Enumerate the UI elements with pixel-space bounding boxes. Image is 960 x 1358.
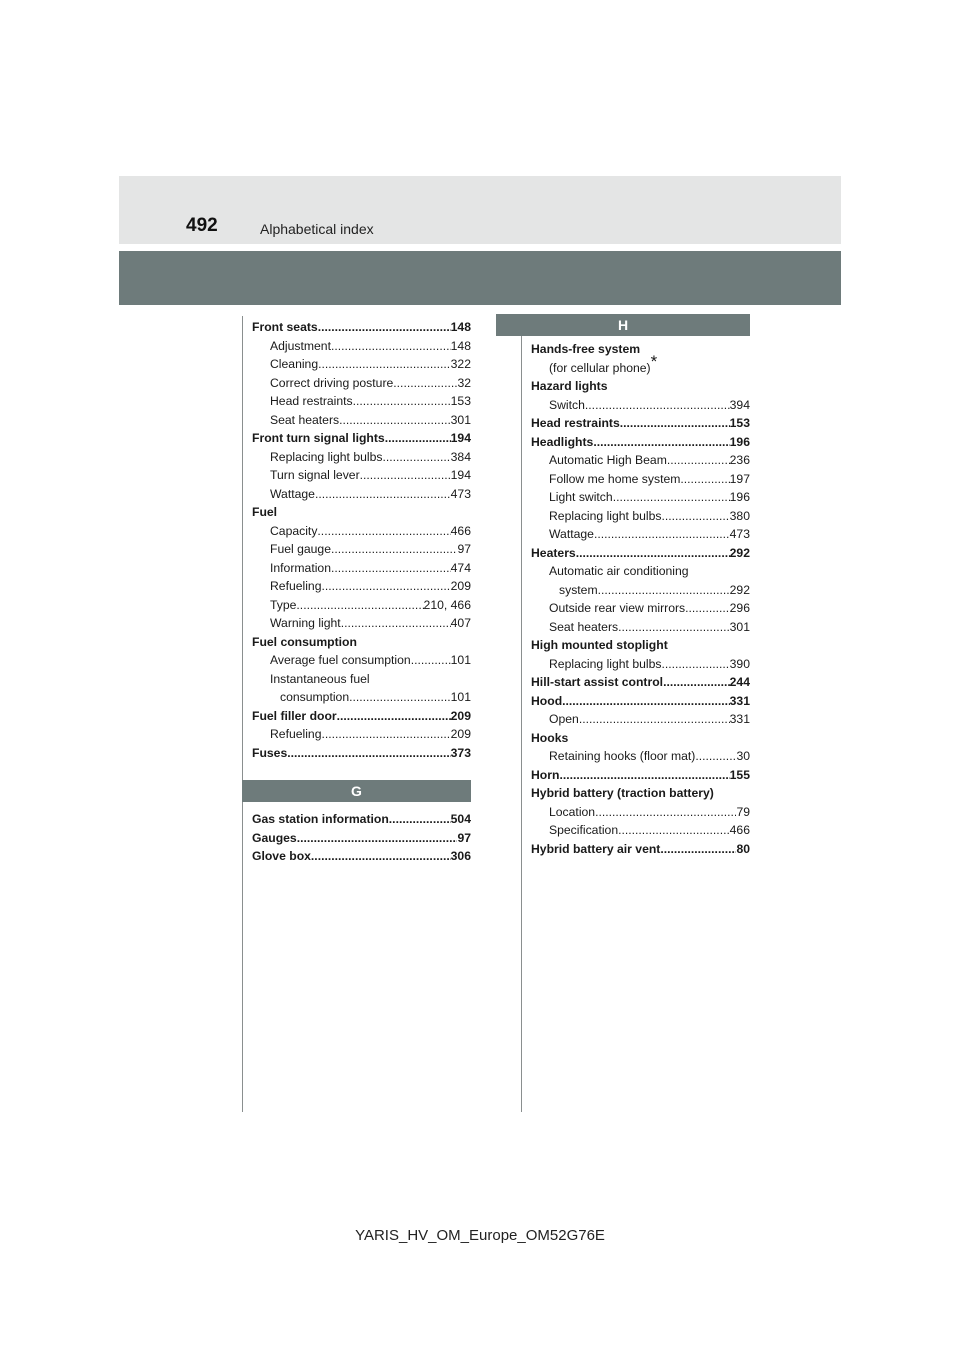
entry-label: Seat heaters [270,412,340,427]
entry-label: Hands-free system [531,342,641,356]
leader-dots [349,688,451,707]
entry-label: Headlights [531,434,594,449]
index-entry [252,337,471,356]
leader-dots [311,847,451,866]
entry-page: 473 [729,527,750,541]
index-entry [252,466,471,485]
entry-label: Automatic High Beam [549,453,667,467]
leader-dots [322,577,451,596]
index-entry [252,670,471,689]
leader-dots [296,596,423,615]
entry-page: 196 [729,490,750,504]
leader-dots [382,448,450,467]
footnote-marker: * [650,351,658,371]
index-entry [252,355,471,374]
section-title: Alphabetical index [260,221,374,237]
entry-label: consumption [280,690,350,704]
leader-dots [685,599,730,618]
entry-label: Information [270,560,331,575]
entry-page: 407 [450,616,471,630]
entry-label: Glove box [252,849,311,863]
entry-page: 80 [736,841,750,856]
index-entry [531,599,750,618]
leader-dots [613,488,730,507]
entry-label: Wattage [270,486,315,501]
index-entry [252,725,471,744]
entry-label: Hazard lights [531,379,608,393]
entry-page: 373 [450,745,471,760]
index-entry [531,562,750,581]
leader-dots [385,429,451,448]
section-band-g: G [242,780,471,802]
leader-dots [594,525,730,544]
entry-page: 296 [729,601,750,615]
entry-label: Replacing light bulbs [549,508,662,523]
entry-page: 244 [729,675,750,689]
entry-label: Seat heaters [549,619,619,634]
index-entry [252,522,471,541]
entry-label: High mounted stoplight [531,638,668,652]
index-column-g [252,810,471,866]
page-number: 492 [186,215,218,236]
entry-label: Hybrid battery (traction battery) [531,786,714,800]
entry-page: 209 [450,708,471,723]
entry-page: 384 [450,449,471,464]
entry-page: 153 [450,394,471,408]
leader-dots [661,655,729,674]
entry-label: Automatic air conditioning [549,564,689,578]
index-entry [531,488,750,507]
leader-dots [393,374,457,393]
entry-label: Retaining hooks (floor mat) [549,749,696,763]
entry-page: 30 [736,749,750,763]
index-column-f [252,318,471,762]
index-entry [531,525,750,544]
leader-dots [317,522,450,541]
entry-page: 236 [729,453,750,467]
index-entry [252,810,471,829]
index-entry [531,507,750,526]
entry-label: Hill-start assist control [531,675,664,689]
index-entry [252,744,471,763]
entry-label: Warning light [270,616,341,630]
index-entry [252,318,471,337]
entry-label: Gauges [252,830,297,845]
leader-dots [620,414,730,433]
leader-dots [331,337,451,356]
entry-page: 194 [450,468,471,482]
index-entry [252,847,471,866]
leader-dots [595,803,736,822]
leader-dots [353,392,451,411]
entry-label: Light switch [549,490,613,504]
leader-dots [315,485,451,504]
entry-label: Refueling [270,727,322,741]
entry-page: 210, 466 [423,597,471,612]
index-entry [531,766,750,785]
leader-dots [360,466,451,485]
entry-page: 97 [457,830,471,845]
entry-label: Turn signal lever [270,468,360,482]
index-entry [531,692,750,711]
section-band-h: H [496,314,750,336]
entry-label: Horn [531,767,560,782]
entry-page: 194 [450,431,471,445]
entry-page: 148 [450,338,471,353]
entry-label: Type [270,597,297,612]
entry-page: 466 [729,823,750,837]
index-entry [531,784,750,803]
index-entry [531,821,750,840]
entry-label: Refueling [270,579,322,593]
index-entry [531,710,750,729]
leader-dots [318,318,451,337]
entry-label: Instantaneous fuel [270,671,370,686]
entry-label: system [559,582,598,597]
index-entry [252,707,471,726]
index-entry [531,340,750,359]
index-entry [252,503,471,522]
entry-page: 474 [450,560,471,575]
index-entry [531,803,750,822]
entry-label: Replacing light bulbs [270,449,383,464]
entry-page: 209 [450,727,471,741]
index-entry [531,618,750,637]
entry-page: 322 [450,357,471,371]
entry-label: Wattage [549,527,594,541]
leader-dots [618,618,730,637]
entry-page: 101 [450,653,471,667]
entry-page: 331 [729,712,750,726]
index-entry [252,633,471,652]
column-divider-right [521,316,522,1112]
entry-label: Follow me home system [549,471,681,486]
entry-page: 306 [450,849,471,863]
index-entry [252,688,471,707]
leader-dots [331,540,457,559]
index-entry [252,448,471,467]
entry-label: Average fuel consumption [270,653,411,667]
index-entry [252,411,471,430]
entry-label: Cleaning [270,357,319,371]
index-entry [252,577,471,596]
leader-dots [337,707,451,726]
entry-page: 390 [729,656,750,671]
leader-dots [331,559,451,578]
entry-label: Hooks [531,730,569,745]
index-entry [252,829,471,848]
index-entry [252,392,471,411]
column-divider-left [242,316,243,1112]
entry-label: Fuses [252,745,288,760]
entry-label: Front seats [252,320,318,334]
index-entry [252,596,471,615]
leader-dots [667,451,730,470]
entry-page: 331 [729,693,750,708]
entry-label: Replacing light bulbs [549,656,662,671]
leader-dots [322,725,451,744]
entry-label: Outside rear view mirrors [549,601,686,615]
index-entry [531,351,750,378]
leader-dots [389,810,451,829]
leader-dots [585,396,730,415]
entry-label: Location [549,804,596,819]
leader-dots [593,433,729,452]
entry-page: 394 [729,397,750,412]
leader-dots [297,829,458,848]
entry-page: 473 [450,486,471,501]
entry-page: 32 [457,375,471,390]
index-entry [252,374,471,393]
entry-page: 466 [450,523,471,538]
entry-page: 197 [729,471,750,486]
index-entry [531,377,750,396]
index-entry [531,673,750,692]
index-entry [531,544,750,563]
entry-page: 292 [729,582,750,597]
entry-page: 153 [729,416,750,430]
entry-page: 504 [450,812,471,826]
leader-dots [576,544,730,563]
leader-dots [318,355,451,374]
entry-page: 301 [729,619,750,634]
leader-dots [287,744,450,763]
entry-page: 196 [729,434,750,449]
entry-page: 148 [450,320,471,334]
header-band-dark [119,251,841,305]
entry-page: 292 [729,545,750,560]
header-band-light [119,176,841,244]
index-entry [252,559,471,578]
entry-label: Capacity [270,523,318,538]
entry-label: Specification [549,823,619,837]
index-entry [252,651,471,670]
leader-dots [663,673,730,692]
entry-label: Fuel consumption [252,634,357,649]
index-entry [252,614,471,633]
entry-label: Fuel gauge [270,542,331,556]
entry-label: Hood [531,693,563,708]
entry-label: Gas station information [252,812,389,826]
entry-label: Front turn signal lights [252,431,385,445]
index-entry [531,396,750,415]
entry-label: Heaters [531,545,576,560]
entry-label: (for cellular phone) [549,360,651,375]
index-column-h [531,340,750,858]
entry-page: 380 [729,508,750,523]
index-entry [531,414,750,433]
leader-dots [695,747,736,766]
leader-dots [598,581,730,600]
index-entry [252,485,471,504]
index-entry [531,747,750,766]
leader-dots [579,710,730,729]
index-entry [531,581,750,600]
entry-page: 101 [450,690,471,704]
leader-dots [660,840,736,859]
index-entry [531,655,750,674]
entry-page: 155 [729,767,750,782]
leader-dots [411,651,451,670]
entry-label: Open [549,712,579,726]
entry-label: Fuel filler door [252,708,337,723]
leader-dots [562,692,730,711]
entry-page: 97 [457,542,471,556]
index-entry [531,729,750,748]
entry-page: 209 [450,579,471,593]
index-entry [531,451,750,470]
leader-dots [559,766,729,785]
index-entry [531,636,750,655]
index-entry [531,470,750,489]
leader-dots [341,614,451,633]
entry-label: Fuel [252,505,278,519]
entry-label: Head restraints [270,394,353,408]
leader-dots [618,821,730,840]
index-entry [531,840,750,859]
document-footer: YARIS_HV_OM_Europe_OM52G76E [355,1227,605,1244]
entry-label: Correct driving posture [270,375,394,390]
entry-label: Adjustment [270,338,331,353]
entry-label: Switch [549,397,585,412]
entry-label: Hybrid battery air vent [531,841,661,856]
entry-page: 301 [450,412,471,427]
index-entry [252,540,471,559]
leader-dots [339,411,451,430]
index-entry [252,429,471,448]
leader-dots [661,507,729,526]
entry-label: Head restraints [531,416,620,430]
index-entry [531,433,750,452]
entry-page: 79 [736,804,750,819]
leader-dots [680,470,729,489]
